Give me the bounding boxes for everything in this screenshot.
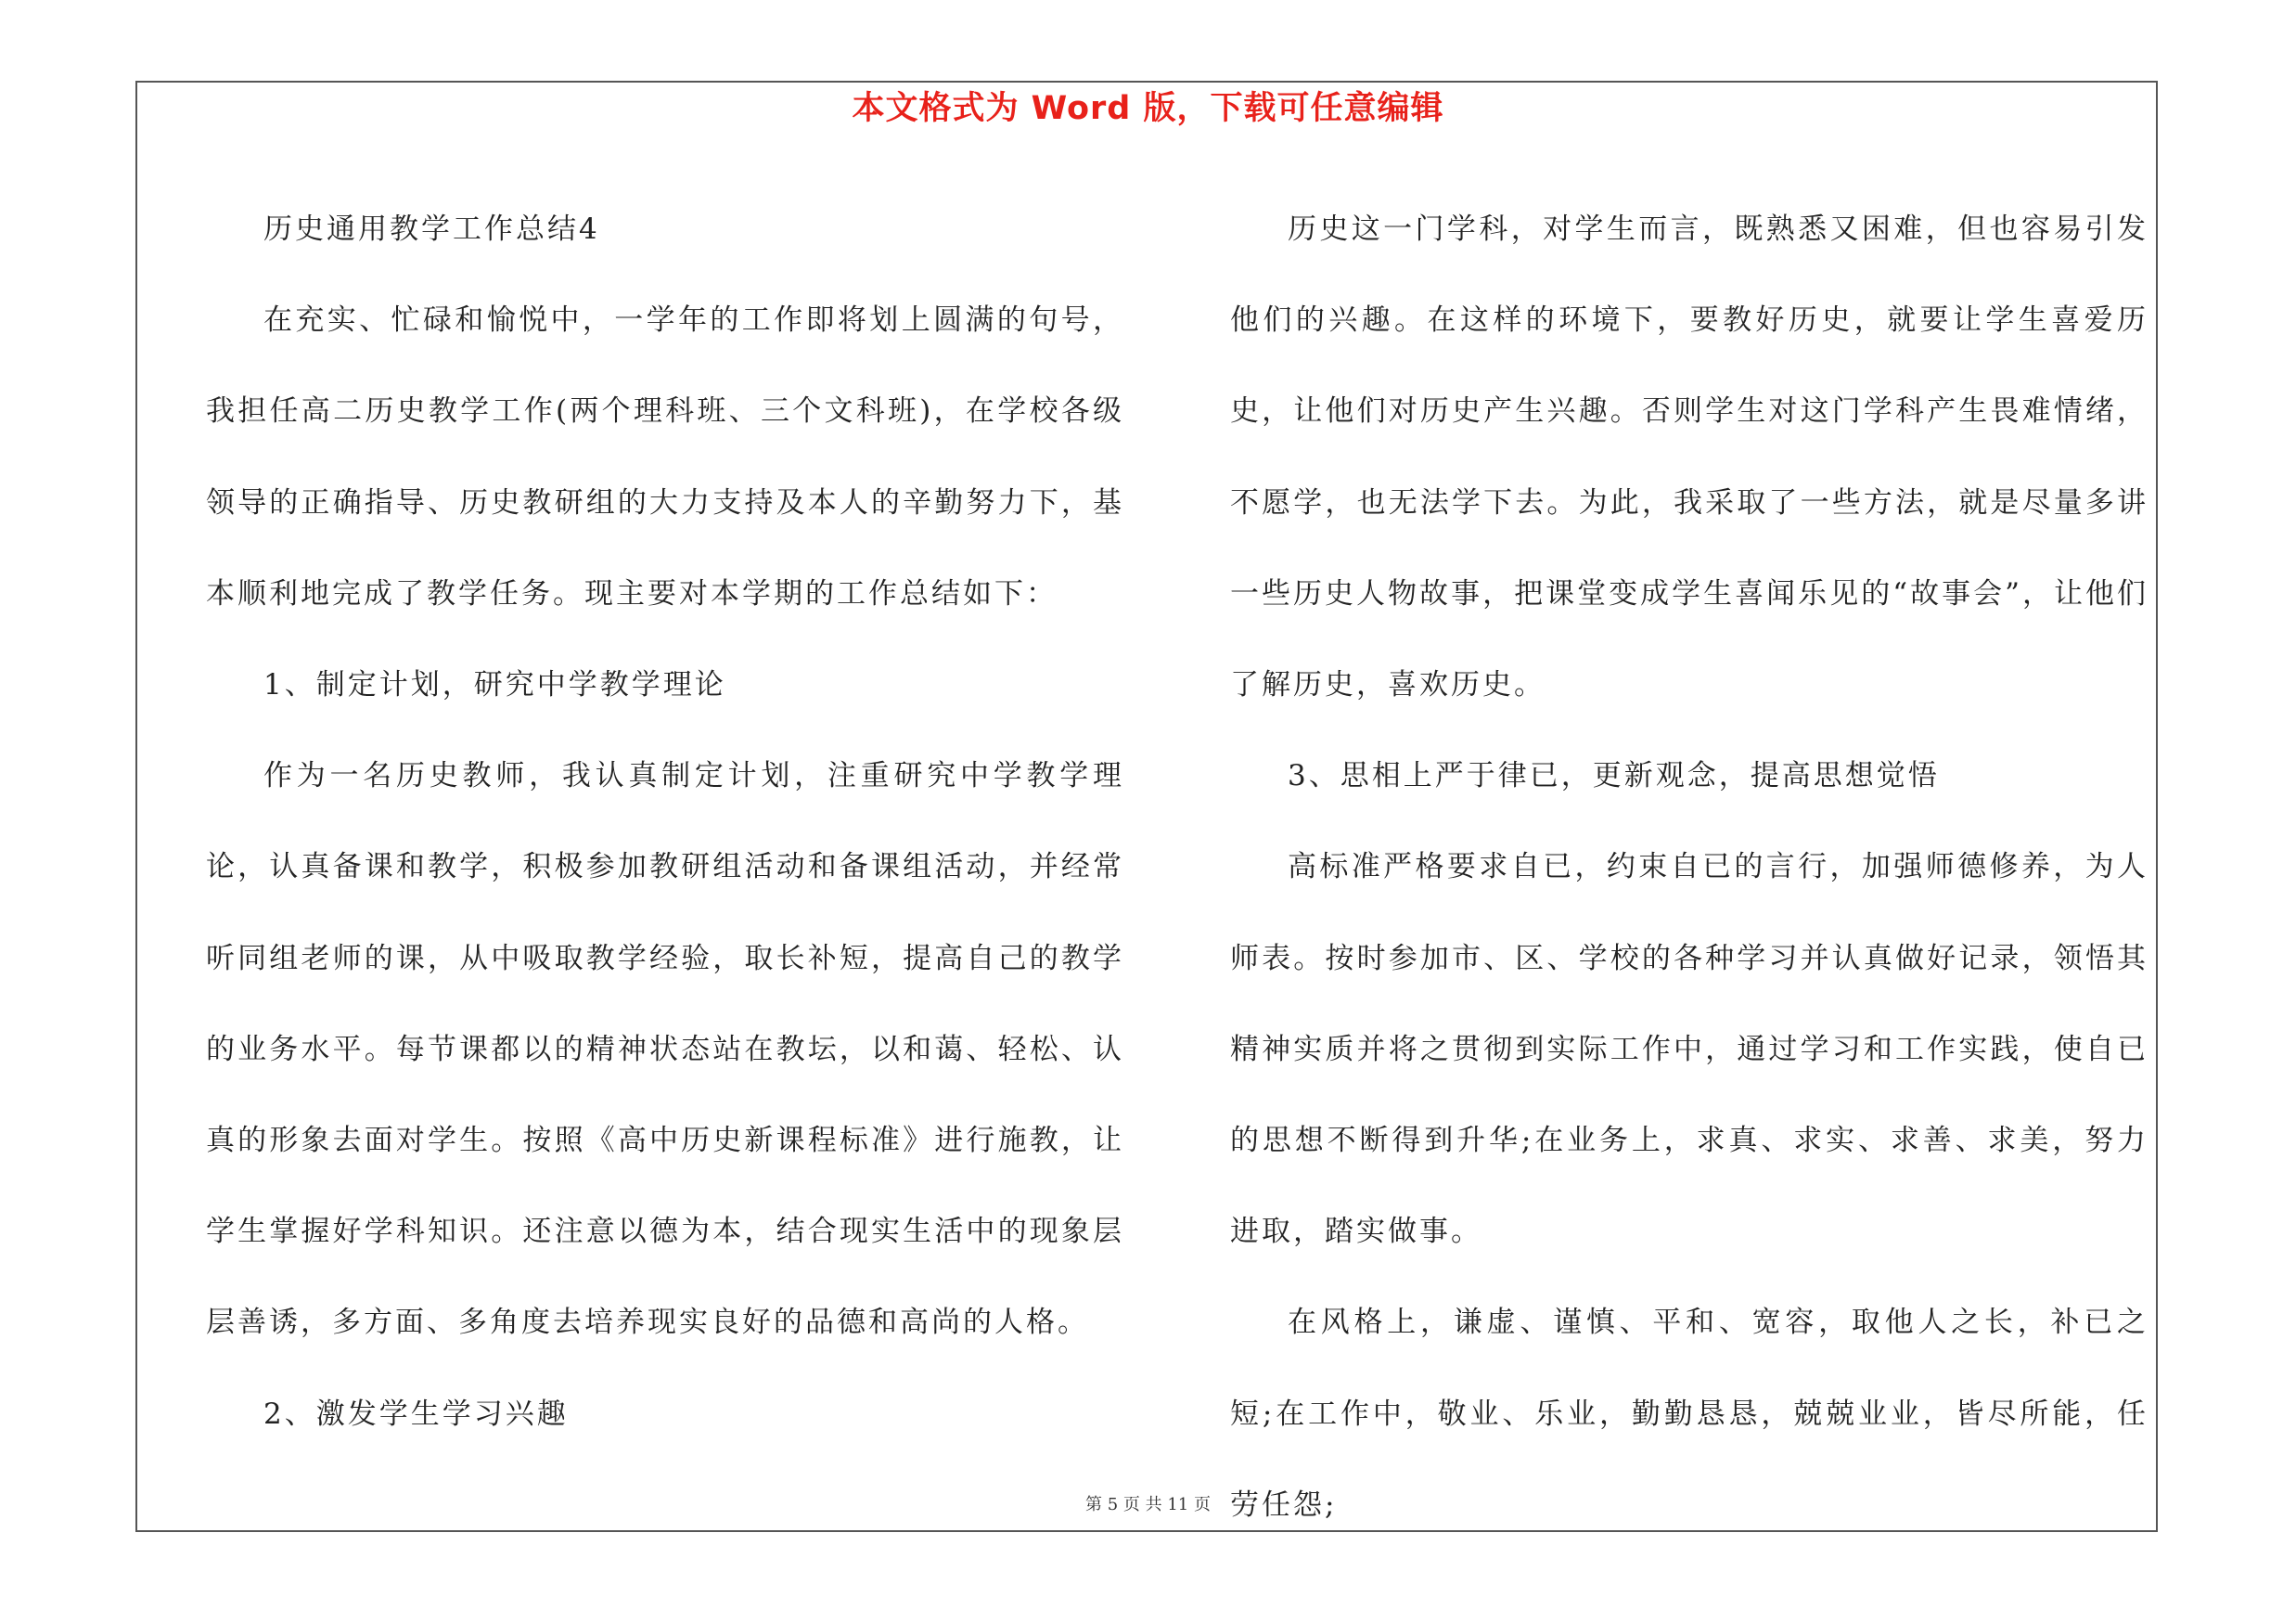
page-number-footer: 第 5 页 共 11 页: [1085, 1495, 1211, 1514]
right-text-column: [1230, 184, 2148, 1551]
format-notice-banner: 本文格式为 Word 版，下载可任意编辑: [852, 90, 1444, 127]
section-heading: 3、思相上严于律已，更新观念，提高思想觉悟: [1288, 759, 1940, 793]
body-paragraph: 在风格上，谦虚、谨慎、平和、宽容，取他人之长，补已之短;在工作中，敬业、乐业，勤勤恳恳，兢兢业业，皆尽所能，任劳任怨;: [1230, 1306, 2148, 1522]
body-paragraph: 高标准严格要求自已，约束自已的言行，加强师德修养，为人师表。按时参加市、区、学校的各种学习并认真做好记录，领悟其精神实质并将之贯彻到实际工作中，通过学习和工作实践，使自已的思想不断得到升华;在业务上，求真、求实、求善、求美，努力进取，踏实做事。: [1230, 850, 2148, 1249]
document-title: 历史通用教学工作总结4: [263, 213, 600, 246]
body-paragraph: 在充实、忙碌和愉悦中，一学年的工作即将划上圆满的句号，我担任高二历史教学工作(两个理科班、三个文科班)，在学校各级领导的正确指导、历史教研组的大力支持及本人的辛勤努力下，基本顺利地完成了教学任务。现主要对本学期的工作总结如下：: [206, 303, 1124, 611]
body-paragraph: 历史这一门学科，对学生而言，既熟悉又困难，但也容易引发他们的兴趣。在这样的环境下，要教好历史，就要让学生喜爱历史，让他们对历史产生兴趣。否则学生对这门学科产生畏难情绪，不愿学，也无法学下去。为此，我采取了一些方法，就是尽量多讲一些历史人物故事，把课堂变成学生喜闻乐见的“故事会”，让他们了解历史，喜欢历史。: [1230, 213, 2148, 702]
section-heading: 2、激发学生学习兴趣: [263, 1397, 569, 1431]
section-heading: 1、制定计划，研究中学教学理论: [263, 668, 726, 702]
left-text-column: [206, 184, 1124, 1460]
body-paragraph: 作为一名历史教师，我认真制定计划，注重研究中学教学理论，认真备课和教学，积极参加教研组活动和备课组活动，并经常听同组老师的课，从中吸取教学经验，取长补短，提高自己的教学的业务水平。每节课都以的精神状态站在教坛，以和蔼、轻松、认真的形象去面对学生。按照《高中历史新课程标准》进行施教，让学生掌握好学科知识。还注意以德为本，结合现实生活中的现象层层善诱，多方面、多角度去培养现实良好的品德和高尚的人格。: [206, 759, 1124, 1340]
